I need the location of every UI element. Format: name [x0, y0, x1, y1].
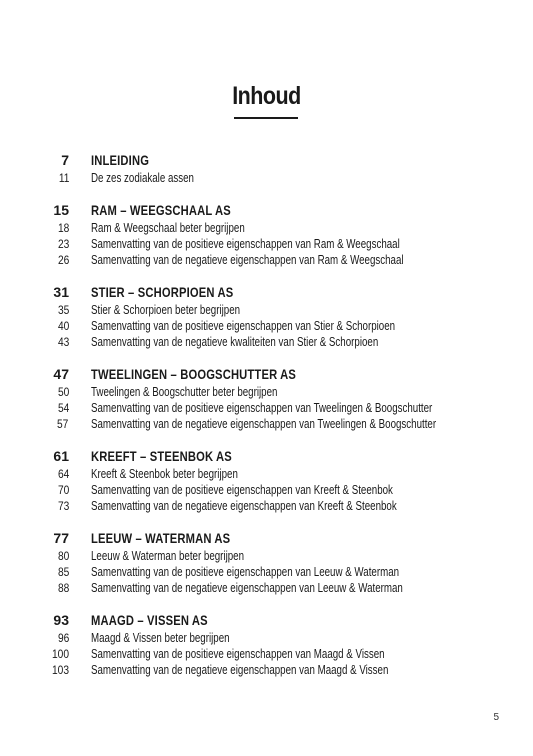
entry-page-number: 11	[58, 171, 69, 185]
section-title: RAM – WEEGSCHAAL AS	[91, 202, 231, 218]
entry-title: Samenvatting van de positieve eigenschappen van Tweelingen & Boogschutter	[91, 401, 433, 415]
toc-entry[interactable]	[0, 319, 533, 335]
entry-title: Samenvatting van de negatieve eigenschappen van Tweelingen & Boogschutter	[90, 417, 436, 431]
entry-page-number: 40	[57, 319, 69, 333]
entry-title: Samenvatting van de positieve eigenschappen van Maagd & Vissen	[91, 647, 385, 661]
table-of-contents	[0, 152, 533, 694]
toc-entry[interactable]	[0, 483, 533, 499]
toc-section	[0, 284, 533, 351]
entry-title: Tweelingen & Boogschutter beter begrijpen	[91, 385, 278, 399]
toc-section-heading[interactable]	[0, 530, 533, 549]
entry-title: Kreeft & Steenbok beter begrijpen	[91, 467, 238, 481]
toc-section	[0, 202, 533, 269]
section-page-number: 93	[53, 612, 69, 628]
toc-entry[interactable]	[0, 647, 533, 663]
toc-entry[interactable]	[0, 221, 533, 237]
entry-title: De zes zodiakale assen	[91, 171, 194, 185]
entry-title: Samenvatting van de positieve eigenschappen van Kreeft & Steenbok	[91, 483, 393, 497]
entry-page-number: 18	[57, 221, 69, 235]
toc-entry[interactable]	[0, 467, 533, 483]
toc-section-heading[interactable]	[0, 612, 533, 631]
toc-section	[0, 530, 533, 597]
entry-page-number: 26	[57, 253, 69, 267]
toc-entry[interactable]	[0, 335, 533, 351]
entry-title: Samenvatting van de negatieve eigenschappen van Maagd & Vissen	[91, 663, 389, 677]
entry-page-number: 35	[57, 303, 69, 317]
entry-page-number: 57	[57, 417, 69, 431]
entry-title: Samenvatting van de negatieve eigenschappen van Ram & Weegschaal	[91, 253, 404, 267]
toc-section-heading[interactable]	[0, 448, 533, 467]
page-number: 5	[493, 712, 499, 723]
section-page-number: 15	[53, 202, 69, 218]
toc-section-heading[interactable]	[0, 152, 533, 171]
toc-entry[interactable]	[0, 565, 533, 581]
page-title: Inhoud	[232, 82, 301, 110]
toc-entry[interactable]	[0, 303, 533, 319]
section-page-number: 47	[53, 366, 69, 382]
entry-page-number: 70	[57, 483, 69, 497]
toc-entry[interactable]	[0, 385, 533, 401]
entry-title: Samenvatting van de negatieve kwaliteiten van Stier & Schorpioen	[91, 335, 379, 349]
section-page-number: 7	[61, 152, 69, 168]
toc-entry[interactable]	[0, 401, 533, 417]
toc-entry[interactable]	[0, 631, 533, 647]
entry-page-number: 85	[57, 565, 69, 579]
toc-section	[0, 448, 533, 515]
section-page-number: 77	[53, 530, 69, 546]
toc-entry[interactable]	[0, 171, 533, 187]
title-underline	[234, 117, 298, 119]
entry-page-number: 88	[57, 581, 69, 595]
entry-page-number: 103	[51, 663, 69, 677]
entry-title: Samenvatting van de positieve eigenschappen van Leeuw & Waterman	[91, 565, 400, 579]
toc-entry[interactable]	[0, 663, 533, 679]
section-title: TWEELINGEN – BOOGSCHUTTER AS	[91, 366, 297, 382]
toc-section-heading[interactable]	[0, 202, 533, 221]
entry-title: Stier & Schorpioen beter begrijpen	[91, 303, 241, 317]
section-title: KREEFT – STEENBOK AS	[91, 448, 232, 464]
entry-page-number: 54	[57, 401, 69, 415]
toc-section	[0, 152, 533, 187]
toc-entry[interactable]	[0, 499, 533, 515]
entry-page-number: 96	[57, 631, 69, 645]
entry-title: Samenvatting van de negatieve eigenschappen van Leeuw & Waterman	[91, 581, 403, 595]
entry-title: Samenvatting van de positieve eigenschappen van Ram & Weegschaal	[91, 237, 400, 251]
toc-entry[interactable]	[0, 253, 533, 269]
entry-title: Ram & Weegschaal beter begrijpen	[91, 221, 245, 235]
entry-page-number: 43	[57, 335, 69, 349]
toc-section	[0, 612, 533, 679]
entry-page-number: 50	[57, 385, 69, 399]
entry-title: Samenvatting van de negatieve eigenschappen van Kreeft & Steenbok	[91, 499, 397, 513]
section-page-number: 61	[53, 448, 69, 464]
toc-entry[interactable]	[0, 237, 533, 253]
entry-page-number: 64	[57, 467, 69, 481]
section-title: LEEUW – WATERMAN AS	[91, 530, 231, 546]
section-title: STIER – SCHORPIOEN AS	[91, 284, 234, 300]
entry-page-number: 100	[51, 647, 69, 661]
entry-title: Leeuw & Waterman beter begrijpen	[91, 549, 245, 563]
toc-section-heading[interactable]	[0, 366, 533, 385]
entry-page-number: 23	[57, 237, 69, 251]
toc-section-heading[interactable]	[0, 284, 533, 303]
section-title: MAAGD – VISSEN AS	[91, 612, 208, 628]
entry-page-number: 80	[57, 549, 69, 563]
entry-title: Maagd & Vissen beter begrijpen	[91, 631, 230, 645]
toc-entry[interactable]	[0, 417, 533, 433]
section-title: INLEIDING	[91, 152, 150, 168]
section-page-number: 31	[53, 284, 69, 300]
toc-section	[0, 366, 533, 433]
toc-entry[interactable]	[0, 549, 533, 565]
entry-page-number: 73	[57, 499, 69, 513]
toc-entry[interactable]	[0, 581, 533, 597]
entry-title: Samenvatting van de positieve eigenschappen van Stier & Schorpioen	[91, 319, 396, 333]
